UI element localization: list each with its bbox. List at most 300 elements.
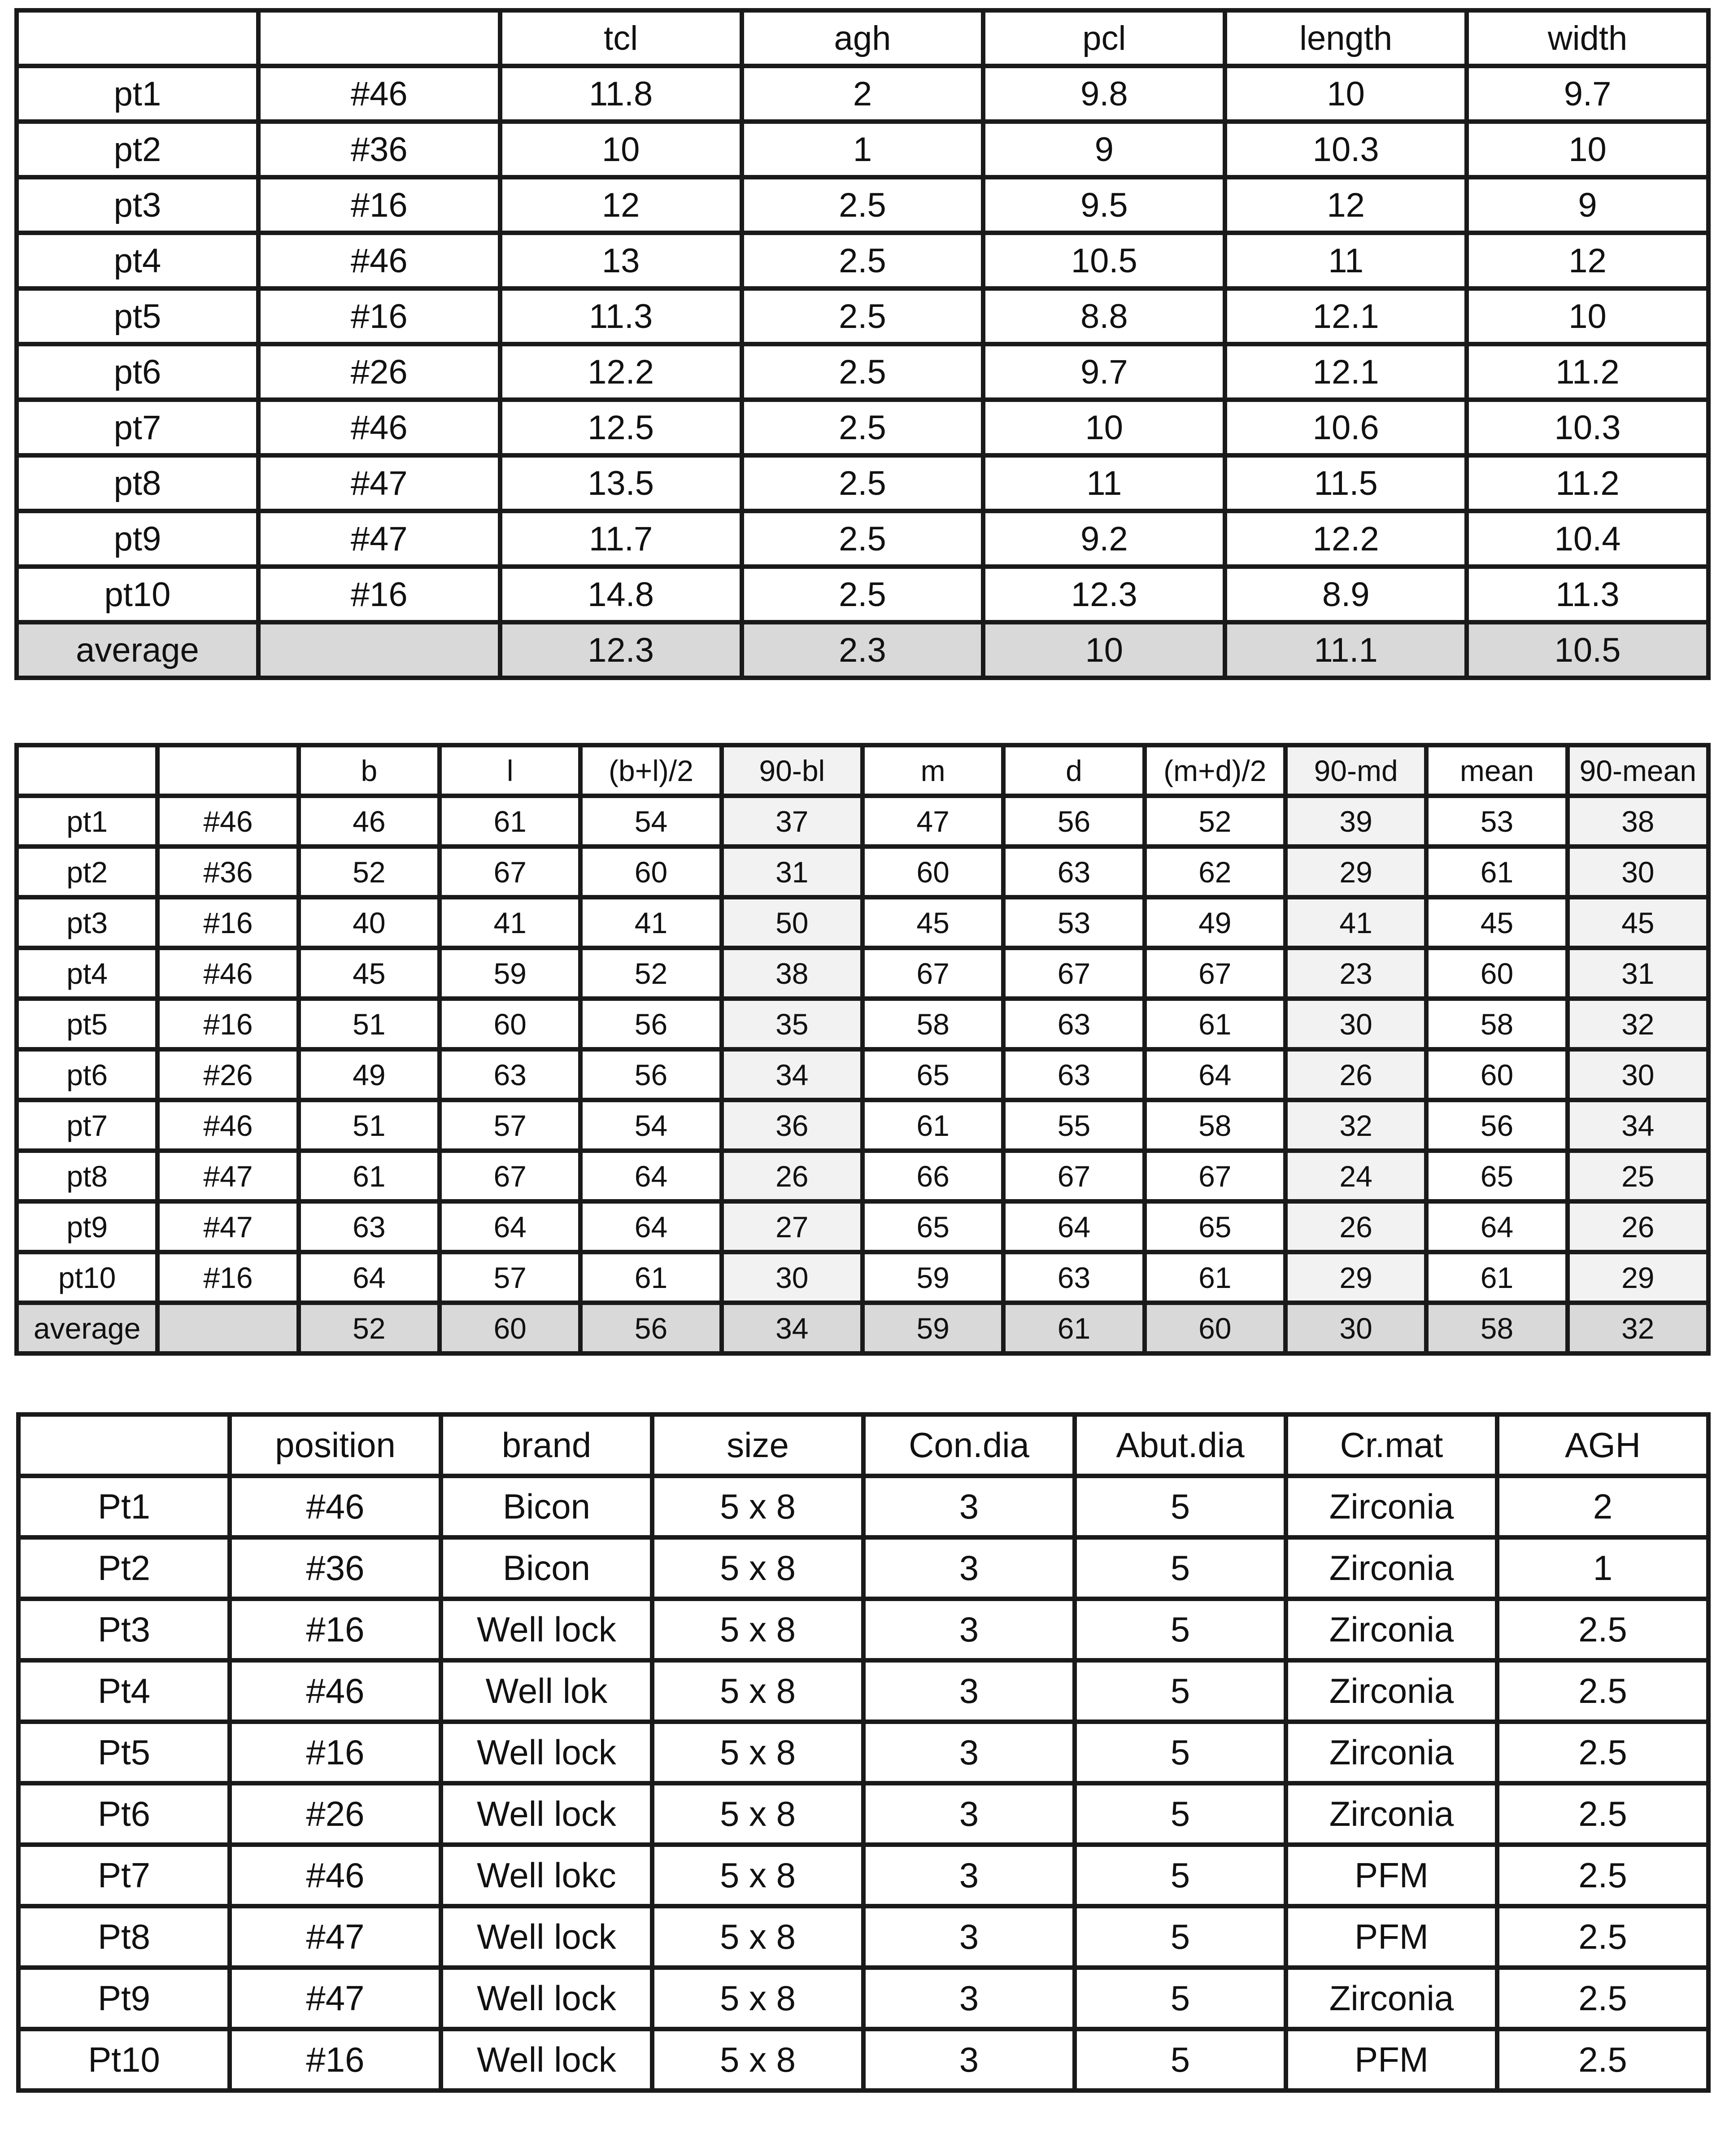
- table-cell: 10.3: [1467, 400, 1708, 455]
- table-cell: pt2: [17, 122, 258, 177]
- table-cell: #16: [230, 1722, 441, 1783]
- table-cell: pt7: [17, 400, 258, 455]
- average-row: [17, 622, 1708, 678]
- table-cell: 5 x 8: [652, 1722, 863, 1783]
- table-cell: 65: [862, 1049, 1003, 1100]
- table-cell: 2.5: [1497, 1722, 1708, 1783]
- table-cell: 67: [862, 948, 1003, 999]
- table-cell: 63: [1003, 999, 1144, 1049]
- table-cell: 41: [1285, 897, 1426, 948]
- table-cell: 60: [862, 847, 1003, 897]
- table-cell: 31: [1568, 948, 1708, 999]
- header-cell: 90-mean: [1568, 745, 1708, 796]
- table-cell: 11.2: [1467, 344, 1708, 400]
- header-cell: d: [1003, 745, 1144, 796]
- table-cell: 2.5: [1497, 1783, 1708, 1845]
- table-cell: 2.5: [742, 511, 984, 567]
- header-cell: mean: [1426, 745, 1567, 796]
- header-cell: 90-md: [1285, 745, 1426, 796]
- table-cell: #47: [157, 1151, 298, 1201]
- table-row: [17, 948, 1708, 999]
- table-cell: 23: [1285, 948, 1426, 999]
- table-cell: 64: [580, 1151, 721, 1201]
- table-row: [17, 567, 1708, 622]
- table-row: [17, 1252, 1708, 1303]
- average-row: [17, 1303, 1708, 1353]
- table-row: [18, 1722, 1708, 1783]
- table-cell: 32: [1285, 1100, 1426, 1151]
- table-cell: 52: [580, 948, 721, 999]
- table-cell: pt9: [17, 1201, 157, 1252]
- table-row: [17, 233, 1708, 288]
- table-cell: 9.7: [983, 344, 1225, 400]
- table-cell: #16: [258, 567, 500, 622]
- table-cell: 60: [440, 999, 580, 1049]
- table-cell: Pt8: [18, 1906, 230, 1968]
- table-cell: #16: [157, 1252, 298, 1303]
- table-cell: 12.1: [1225, 344, 1467, 400]
- table-row: [17, 66, 1708, 122]
- average-cell: 10: [983, 622, 1225, 678]
- table-row: [18, 1599, 1708, 1660]
- table-cell: 60: [1426, 948, 1567, 999]
- table-cell: Pt1: [18, 1476, 230, 1537]
- header-cell: pcl: [983, 10, 1225, 66]
- table-cell: 5: [1075, 1599, 1286, 1660]
- table-cell: 12.1: [1225, 288, 1467, 344]
- table-cell: 37: [722, 796, 862, 847]
- table-row: [17, 999, 1708, 1049]
- table-cell: 2.5: [1497, 1906, 1708, 1968]
- header-cell: position: [230, 1414, 441, 1476]
- table-cell: 57: [440, 1252, 580, 1303]
- table-cell: 63: [1003, 1049, 1144, 1100]
- table-cell: 64: [440, 1201, 580, 1252]
- table-row: [17, 455, 1708, 511]
- table-cell: PFM: [1286, 1906, 1497, 1968]
- table-row: [17, 1151, 1708, 1201]
- table-row: [18, 1845, 1708, 1906]
- table-cell: 12.5: [500, 400, 742, 455]
- table-cell: 2: [1497, 1476, 1708, 1537]
- table-cell: 55: [1003, 1100, 1144, 1151]
- table-cell: 29: [1285, 847, 1426, 897]
- table-cell: 5: [1075, 1722, 1286, 1783]
- average-cell: 12.3: [500, 622, 742, 678]
- table-cell: #16: [230, 1599, 441, 1660]
- table-cell: 2.5: [742, 344, 984, 400]
- table-cell: 13.5: [500, 455, 742, 511]
- header-cell: Cr.mat: [1286, 1414, 1497, 1476]
- table-cell: 65: [862, 1201, 1003, 1252]
- table-cell: 26: [1285, 1201, 1426, 1252]
- table-cell: 45: [1568, 897, 1708, 948]
- average-cell: 60: [440, 1303, 580, 1353]
- header-cell: brand: [441, 1414, 652, 1476]
- table-cell: pt4: [17, 948, 157, 999]
- header-cell: (b+l)/2: [580, 745, 721, 796]
- average-cell: 34: [722, 1303, 862, 1353]
- table-cell: 5: [1075, 1968, 1286, 2029]
- header-cell: tcl: [500, 10, 742, 66]
- table-cell: 63: [1003, 1252, 1144, 1303]
- table-cell: 61: [580, 1252, 721, 1303]
- table-cell: pt9: [17, 511, 258, 567]
- table-cell: pt5: [17, 288, 258, 344]
- table-cell: pt8: [17, 1151, 157, 1201]
- table-cell: Pt10: [18, 2029, 230, 2091]
- table-cell: 45: [1426, 897, 1567, 948]
- table-cell: 50: [722, 897, 862, 948]
- table-row: [17, 897, 1708, 948]
- table-row: [18, 1476, 1708, 1537]
- table-cell: #47: [230, 1906, 441, 1968]
- table-cell: 58: [862, 999, 1003, 1049]
- table-cell: 49: [299, 1049, 440, 1100]
- table-cell: 52: [299, 847, 440, 897]
- table-cell: 3: [863, 1476, 1075, 1537]
- table-cell: 12.2: [1225, 511, 1467, 567]
- average-cell: 30: [1285, 1303, 1426, 1353]
- table-cell: 9.2: [983, 511, 1225, 567]
- average-cell: average: [17, 1303, 157, 1353]
- table-cell: 5 x 8: [652, 1537, 863, 1599]
- table-row: [17, 177, 1708, 233]
- table-cell: #46: [230, 1845, 441, 1906]
- table-cell: 63: [299, 1201, 440, 1252]
- table-cell: 35: [722, 999, 862, 1049]
- header-cell: [17, 10, 258, 66]
- table-cell: 5 x 8: [652, 1476, 863, 1537]
- table-cell: #26: [258, 344, 500, 400]
- table-cell: 14.8: [500, 567, 742, 622]
- table-cell: 64: [580, 1201, 721, 1252]
- table-cell: 9.7: [1467, 66, 1708, 122]
- table-cell: 1: [1497, 1537, 1708, 1599]
- table-cell: 2.5: [742, 400, 984, 455]
- table-cell: pt4: [17, 233, 258, 288]
- table-cell: 67: [1145, 948, 1285, 999]
- table-cell: Pt5: [18, 1722, 230, 1783]
- table-cell: PFM: [1286, 2029, 1497, 2091]
- table-cell: 8.9: [1225, 567, 1467, 622]
- table-cell: pt6: [17, 1049, 157, 1100]
- table-cell: 10.6: [1225, 400, 1467, 455]
- table-cell: 5 x 8: [652, 1968, 863, 2029]
- table-cell: 13: [500, 233, 742, 288]
- table-cell: 64: [1426, 1201, 1567, 1252]
- table-cell: 2.5: [1497, 1845, 1708, 1906]
- table-cell: 5 x 8: [652, 1660, 863, 1722]
- table-cell: 65: [1426, 1151, 1567, 1201]
- average-cell: 56: [580, 1303, 721, 1353]
- table-cell: pt10: [17, 1252, 157, 1303]
- table-cell: 5: [1075, 1845, 1286, 1906]
- table-cell: 51: [299, 999, 440, 1049]
- table-cell: #36: [157, 847, 298, 897]
- table-cell: 67: [440, 1151, 580, 1201]
- table-cell: 41: [440, 897, 580, 948]
- table-cell: Well lock: [441, 1722, 652, 1783]
- table-row: [18, 1968, 1708, 2029]
- table-cell: 64: [1145, 1049, 1285, 1100]
- header-cell: [157, 745, 298, 796]
- table-cell: #46: [258, 400, 500, 455]
- table-cell: Zirconia: [1286, 1660, 1497, 1722]
- table-cell: 9: [1467, 177, 1708, 233]
- table-cell: 3: [863, 1537, 1075, 1599]
- header-row: [17, 745, 1708, 796]
- table-cell: Bicon: [441, 1476, 652, 1537]
- table-row: [17, 796, 1708, 847]
- table-cell: 61: [1145, 1252, 1285, 1303]
- table-cell: 61: [440, 796, 580, 847]
- header-row: [18, 1414, 1708, 1476]
- table-cell: pt2: [17, 847, 157, 897]
- table-cell: 12: [1467, 233, 1708, 288]
- table-cell: Zirconia: [1286, 1599, 1497, 1660]
- average-cell: [157, 1303, 298, 1353]
- table-cell: 5: [1075, 1537, 1286, 1599]
- table-row: [18, 1906, 1708, 1968]
- table-row: [18, 2029, 1708, 2091]
- table-cell: 3: [863, 1722, 1075, 1783]
- table-cell: #26: [230, 1783, 441, 1845]
- table-cell: #47: [258, 455, 500, 511]
- header-cell: Con.dia: [863, 1414, 1075, 1476]
- table-cell: 63: [440, 1049, 580, 1100]
- table-cell: 61: [1145, 999, 1285, 1049]
- table-row: [17, 1100, 1708, 1151]
- header-cell: AGH: [1497, 1414, 1708, 1476]
- table-cell: 10: [983, 400, 1225, 455]
- table-cell: 29: [1285, 1252, 1426, 1303]
- table-cell: 57: [440, 1100, 580, 1151]
- header-cell: Abut.dia: [1075, 1414, 1286, 1476]
- implant-spec-table: [16, 1412, 1711, 2093]
- table-cell: Pt9: [18, 1968, 230, 2029]
- header-cell: m: [862, 745, 1003, 796]
- table-cell: 56: [1003, 796, 1144, 847]
- table-cell: 2.5: [1497, 2029, 1708, 2091]
- table-cell: 56: [1426, 1100, 1567, 1151]
- table-cell: 60: [580, 847, 721, 897]
- table-cell: 34: [1568, 1100, 1708, 1151]
- table-cell: 5 x 8: [652, 1599, 863, 1660]
- table-row: [18, 1537, 1708, 1599]
- average-cell: 61: [1003, 1303, 1144, 1353]
- table-cell: 5: [1075, 1783, 1286, 1845]
- table-cell: 3: [863, 1906, 1075, 1968]
- table-cell: 62: [1145, 847, 1285, 897]
- average-cell: 10.5: [1467, 622, 1708, 678]
- table-cell: #46: [230, 1476, 441, 1537]
- table-cell: 2.5: [742, 455, 984, 511]
- table-row: [17, 511, 1708, 567]
- table-cell: 5 x 8: [652, 1845, 863, 1906]
- average-cell: [258, 622, 500, 678]
- average-cell: 59: [862, 1303, 1003, 1353]
- table-cell: 9: [983, 122, 1225, 177]
- table-cell: Pt4: [18, 1660, 230, 1722]
- average-cell: 52: [299, 1303, 440, 1353]
- header-cell: l: [440, 745, 580, 796]
- table-cell: 61: [299, 1151, 440, 1201]
- table-cell: 49: [1145, 897, 1285, 948]
- table-cell: 3: [863, 1783, 1075, 1845]
- table-cell: 27: [722, 1201, 862, 1252]
- table-cell: 59: [862, 1252, 1003, 1303]
- table-cell: 41: [580, 897, 721, 948]
- table-cell: pt3: [17, 177, 258, 233]
- table-cell: #16: [258, 177, 500, 233]
- table-cell: pt5: [17, 999, 157, 1049]
- table-cell: 30: [722, 1252, 862, 1303]
- table-cell: 56: [580, 1049, 721, 1100]
- table-cell: 26: [1285, 1049, 1426, 1100]
- table-row: [17, 847, 1708, 897]
- header-cell: length: [1225, 10, 1467, 66]
- table-cell: 61: [1426, 847, 1567, 897]
- table-cell: 60: [1426, 1049, 1567, 1100]
- table-cell: 3: [863, 2029, 1075, 2091]
- angle-measurements-table: [14, 743, 1711, 1356]
- table-cell: 47: [862, 796, 1003, 847]
- table-cell: 2: [742, 66, 984, 122]
- table-cell: 3: [863, 1968, 1075, 2029]
- table-row: [17, 288, 1708, 344]
- table-cell: 2.5: [742, 177, 984, 233]
- table-cell: #16: [157, 897, 298, 948]
- table-cell: 58: [1145, 1100, 1285, 1151]
- table-cell: 46: [299, 796, 440, 847]
- table-cell: 12.3: [983, 567, 1225, 622]
- average-cell: 60: [1145, 1303, 1285, 1353]
- table-cell: 1: [742, 122, 984, 177]
- table-cell: #36: [258, 122, 500, 177]
- table-row: [18, 1660, 1708, 1722]
- table-cell: #46: [157, 796, 298, 847]
- table-cell: 12: [500, 177, 742, 233]
- table-cell: 10: [1225, 66, 1467, 122]
- table-cell: 5: [1075, 2029, 1286, 2091]
- table-cell: 8.8: [983, 288, 1225, 344]
- table-cell: #46: [157, 948, 298, 999]
- header-row: [17, 10, 1708, 66]
- table-cell: 58: [1426, 999, 1567, 1049]
- table-cell: #46: [258, 66, 500, 122]
- header-cell: size: [652, 1414, 863, 1476]
- table-cell: 65: [1145, 1201, 1285, 1252]
- average-cell: 32: [1568, 1303, 1708, 1353]
- table-cell: 38: [1568, 796, 1708, 847]
- table-cell: 52: [1145, 796, 1285, 847]
- table-cell: pt6: [17, 344, 258, 400]
- average-cell: 2.3: [742, 622, 984, 678]
- table-cell: 40: [299, 897, 440, 948]
- table-cell: 10: [1467, 288, 1708, 344]
- table-cell: 11.3: [500, 288, 742, 344]
- table-cell: 2.5: [742, 233, 984, 288]
- table-cell: Well lock: [441, 1906, 652, 1968]
- table-cell: 2.5: [1497, 1660, 1708, 1722]
- header-cell: (m+d)/2: [1145, 745, 1285, 796]
- header-cell: [258, 10, 500, 66]
- table-cell: 30: [1285, 999, 1426, 1049]
- table-cell: 12: [1225, 177, 1467, 233]
- table-cell: Well lock: [441, 2029, 652, 2091]
- table-cell: Zirconia: [1286, 1476, 1497, 1537]
- table-cell: 10: [500, 122, 742, 177]
- table-row: [17, 1049, 1708, 1100]
- table-cell: 10.3: [1225, 122, 1467, 177]
- table-cell: 45: [299, 948, 440, 999]
- table-cell: 64: [1003, 1201, 1144, 1252]
- table-cell: Pt7: [18, 1845, 230, 1906]
- table-cell: 5: [1075, 1660, 1286, 1722]
- header-cell: [18, 1414, 230, 1476]
- table-cell: 9.8: [983, 66, 1225, 122]
- table-cell: pt3: [17, 897, 157, 948]
- table-cell: 10: [1467, 122, 1708, 177]
- table-cell: 64: [299, 1252, 440, 1303]
- table-cell: 67: [1003, 1151, 1144, 1201]
- table-cell: #47: [230, 1968, 441, 2029]
- table-cell: Zirconia: [1286, 1968, 1497, 2029]
- header-cell: 90-bl: [722, 745, 862, 796]
- table-cell: Pt6: [18, 1783, 230, 1845]
- table-cell: Well lock: [441, 1968, 652, 2029]
- table-cell: 67: [1145, 1151, 1285, 1201]
- table-cell: 61: [1426, 1252, 1567, 1303]
- header-cell: [17, 745, 157, 796]
- implant-measurements-table: [14, 8, 1711, 680]
- table-row: [17, 1201, 1708, 1252]
- table-cell: 63: [1003, 847, 1144, 897]
- table-cell: 11.5: [1225, 455, 1467, 511]
- table-row: [17, 122, 1708, 177]
- table-cell: 3: [863, 1599, 1075, 1660]
- table-cell: PFM: [1286, 1845, 1497, 1906]
- table-cell: 66: [862, 1151, 1003, 1201]
- table-cell: #36: [230, 1537, 441, 1599]
- table-cell: 67: [1003, 948, 1144, 999]
- table-cell: Well lok: [441, 1660, 652, 1722]
- table-cell: 32: [1568, 999, 1708, 1049]
- table-cell: 54: [580, 796, 721, 847]
- table-cell: #46: [230, 1660, 441, 1722]
- table-cell: #47: [157, 1201, 298, 1252]
- table-cell: 59: [440, 948, 580, 999]
- average-cell: 58: [1426, 1303, 1567, 1353]
- table-cell: 29: [1568, 1252, 1708, 1303]
- table-cell: #46: [258, 233, 500, 288]
- table-cell: 3: [863, 1660, 1075, 1722]
- table-cell: 51: [299, 1100, 440, 1151]
- table-cell: 2.5: [742, 288, 984, 344]
- table-cell: 9.5: [983, 177, 1225, 233]
- table-cell: 11: [1225, 233, 1467, 288]
- table-cell: Zirconia: [1286, 1722, 1497, 1783]
- table-cell: pt1: [17, 796, 157, 847]
- table-cell: 12.2: [500, 344, 742, 400]
- table-cell: 61: [862, 1100, 1003, 1151]
- table-cell: 11.2: [1467, 455, 1708, 511]
- table-cell: #26: [157, 1049, 298, 1100]
- table-cell: 11.8: [500, 66, 742, 122]
- table-cell: Well lock: [441, 1599, 652, 1660]
- table-cell: 11: [983, 455, 1225, 511]
